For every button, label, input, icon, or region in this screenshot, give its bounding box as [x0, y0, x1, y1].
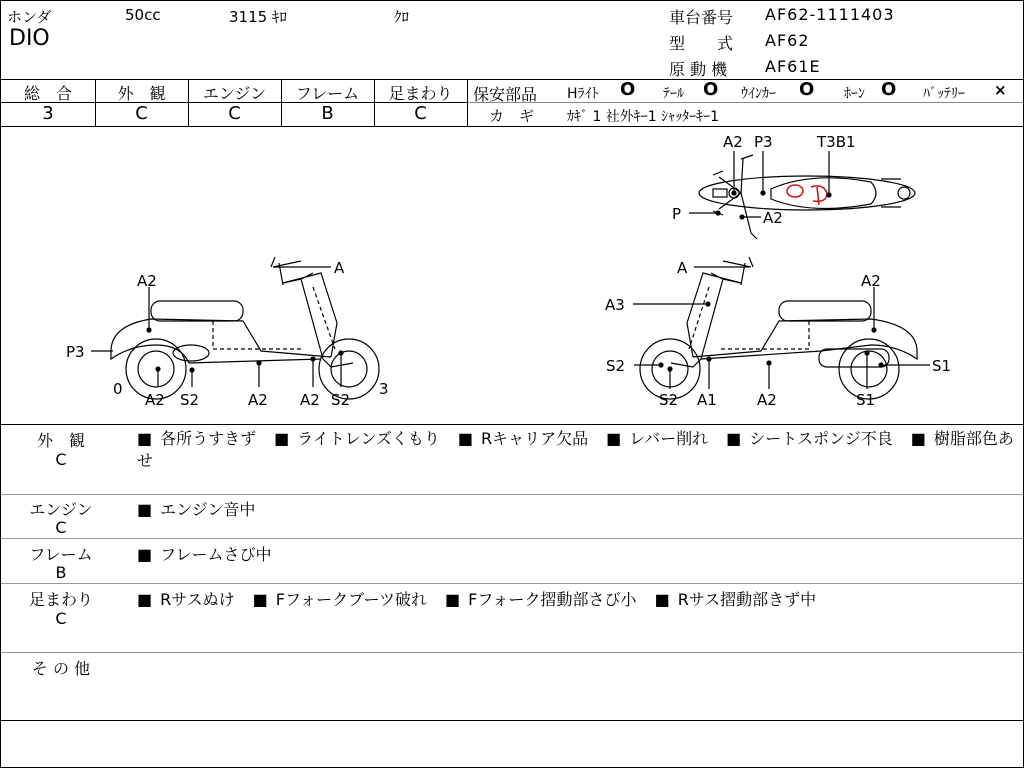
left-label: A2 [248, 391, 268, 409]
remark-label-other: そ の 他 [31, 659, 91, 678]
remark-item: ■ シートスポンジ不良 [726, 429, 893, 448]
key-value: ｶｷﾞ 1 社外ｷｰ1 ｼｬｯﾀｰｷｰ1 [567, 109, 720, 125]
remark-grade-exterior: C [55, 450, 67, 469]
right-leaders [633, 267, 930, 389]
left-label: A2 [300, 391, 320, 409]
remark-grade-engine: C [55, 518, 67, 537]
top-label: T3B1 [817, 133, 856, 151]
rule [1, 583, 1023, 584]
safety-item-headlight: Hﾗｲﾄ [567, 86, 599, 102]
remark-item: ■ エンジン音中 [137, 500, 255, 519]
left-label: P3 [66, 343, 85, 361]
maker: ホンダ [7, 8, 52, 26]
frame-no: AF62-1111403 [765, 5, 895, 24]
grade-frame: B [321, 103, 334, 124]
remark-items-engine [137, 497, 255, 520]
grade-header-engine: エンジン [202, 84, 267, 103]
left-leaders [91, 267, 343, 387]
right-label: A1 [697, 391, 717, 409]
remark-grade-suspension: C [55, 609, 67, 628]
left-label: S2 [180, 391, 200, 409]
mileage: 3115 ｷﾛ [229, 8, 287, 26]
top-label: A2 [723, 133, 743, 151]
remark-label-suspension: 足まわり [28, 590, 93, 609]
grade-header-suspension: 足まわり [388, 84, 453, 103]
engine-label: 原 動 機 [669, 60, 728, 79]
grade-exterior: C [135, 103, 148, 124]
left-label: A [334, 259, 345, 277]
top-label: A2 [763, 209, 783, 227]
remark-label-frame: フレーム [29, 545, 93, 564]
handwritten-mark [787, 185, 827, 205]
right-label: A [677, 259, 688, 277]
safety-item-battery: ﾊﾞｯﾃﾘｰ [923, 86, 965, 102]
right-label: A2 [757, 391, 777, 409]
left-label: 0 [113, 380, 123, 398]
safety-label: 保安部品 [473, 85, 538, 104]
rule [1, 424, 1023, 425]
left-label: 3 [379, 380, 389, 398]
remark-item: ■ フレームさび中 [137, 545, 272, 564]
left-label: A2 [137, 272, 157, 290]
remark-label-exterior: 外 観 [36, 431, 85, 450]
color: ｸﾛ [394, 8, 410, 26]
right-label: A2 [861, 272, 881, 290]
remark-item: ■ Fフォークブーツ破れ [253, 590, 427, 609]
remark-item: ■ ライトレンズくもり [274, 429, 440, 448]
safety-item-winker: ｳｲﾝｶｰ [741, 86, 776, 102]
grade-suspension: C [414, 103, 427, 124]
right-label: S1 [856, 391, 876, 409]
frame-no-label: 車台番号 [669, 8, 734, 27]
remark-item: ■ Rサス摺動部きず中 [655, 590, 817, 609]
remark-items-exterior [137, 428, 1017, 472]
remark-items-suspension [137, 587, 816, 610]
rule [1, 652, 1023, 653]
rule [1, 538, 1023, 539]
safety-mark-battery: × [994, 81, 1007, 99]
rule [1, 720, 1023, 721]
right-label: S1 [932, 357, 952, 375]
rule [467, 79, 468, 126]
remark-item: ■ 樹脂部色あせ [137, 429, 1014, 470]
type-label: 型 式 [669, 34, 734, 53]
right-label: A3 [605, 296, 625, 314]
remark-item: ■ Fフォーク摺動部さび小 [445, 590, 637, 609]
grade-engine: C [228, 103, 241, 124]
engine-value: AF61E [765, 57, 821, 76]
safety-mark-horn: O [881, 79, 897, 100]
left-label: A2 [145, 391, 165, 409]
displacement: 50cc [125, 6, 161, 24]
diagram-labels [66, 133, 951, 409]
top-label: P3 [754, 133, 773, 151]
key-label: カ ギ [489, 107, 535, 125]
remark-item: ■ レバー削れ [606, 429, 708, 448]
type-value: AF62 [765, 31, 810, 50]
left-label: S2 [331, 391, 351, 409]
grade-overall: 3 [42, 103, 54, 124]
remark-grade-frame: B [55, 563, 67, 582]
right-label: S2 [659, 391, 679, 409]
grade-header-exterior: 外 観 [117, 84, 166, 103]
remark-item: ■ 各所うすきず [137, 429, 256, 448]
rule [1, 494, 1023, 495]
damage-diagram [1, 127, 1023, 423]
rule [1, 79, 1023, 80]
grade-header-overall: 総 合 [23, 84, 72, 103]
safety-mark-tail: O [703, 79, 719, 100]
top-label: P [672, 205, 682, 223]
right-label: S2 [606, 357, 626, 375]
safety-item-horn: ﾎｰﾝ [844, 86, 865, 102]
remark-label-engine: エンジン [29, 500, 93, 519]
remark-item: ■ Rサスぬけ [137, 590, 235, 609]
remark-items-frame [137, 542, 272, 565]
model-name: DIO [9, 26, 50, 51]
safety-item-tail: ﾃｰﾙ [663, 86, 684, 102]
remark-item: ■ Rキャリア欠品 [458, 429, 588, 448]
safety-mark-headlight: O [620, 79, 636, 100]
grade-header-frame: フレーム [295, 84, 360, 103]
safety-mark-winker: O [799, 79, 815, 100]
scooter-top-view [699, 155, 915, 239]
